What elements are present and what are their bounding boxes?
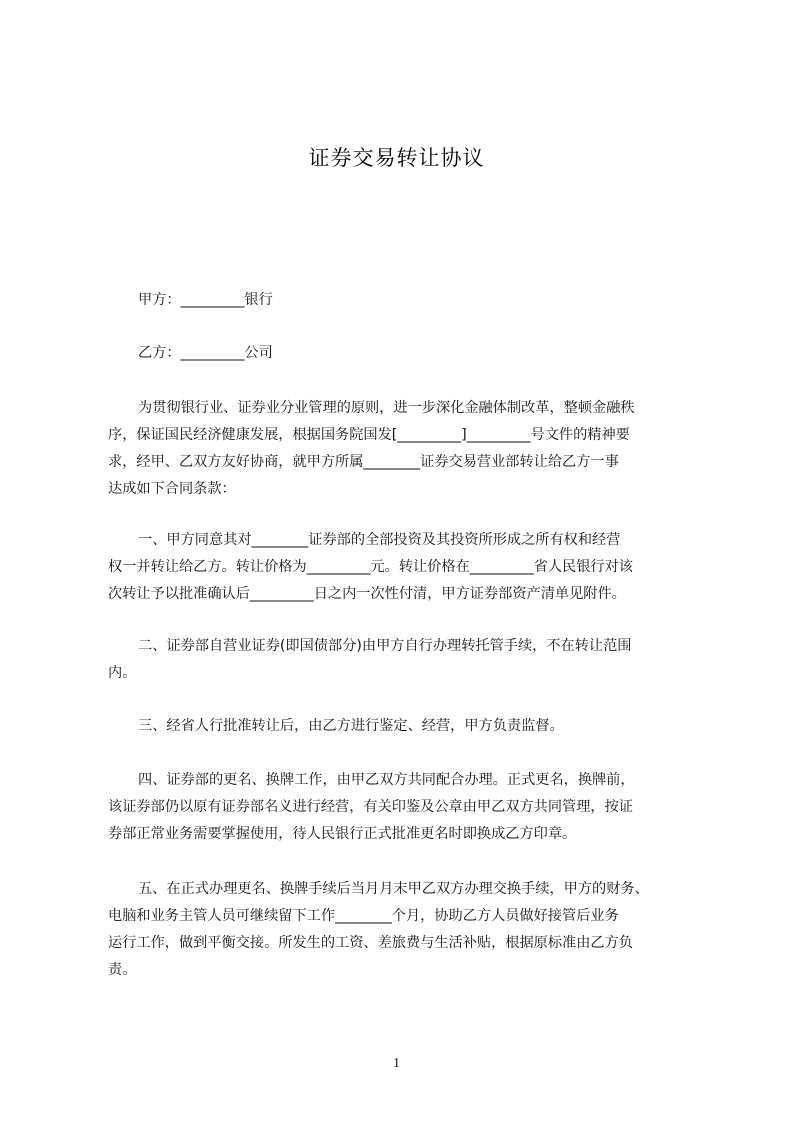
clause-2-line: 二、证券部自营业证券(即国债部分)由甲方自行办理转托管手续，不在转让范围 <box>138 638 632 654</box>
clause-1-line: 一、甲方同意其对________证券部的全部投资及其投资所形成之所有权和经营 <box>138 532 621 548</box>
clause-4-line: 券部正常业务需要掌握使用，待人民银行正式批准更名时即换成乙方印章。 <box>108 826 577 842</box>
clause-5-line: 运行工作，做到平衡交接。所发生的工资、差旅费与生活补贴，根据原标准由乙方负 <box>108 935 633 951</box>
clause-5-line: 五、在正式办理更名、换牌手续后当月月末甲乙双方办理交换手续，甲方的财务、 <box>138 881 649 897</box>
clause-5-line: 电脑和业务主管人员可继续留下工作________个月，协助乙方人员做好接管后业务 <box>108 908 619 924</box>
preamble-line: 求，经甲、乙双方友好协商，就甲方所属________证券交易营业部转让给乙方一事 <box>108 454 619 470</box>
clause-2-line: 内。 <box>108 665 137 681</box>
document-title: 证券交易转让协议 <box>308 146 485 170</box>
clause-4-line: 四、证券部的更名、换牌工作，由甲乙双方共同配合办理。正式更名，换牌前， <box>138 772 635 788</box>
clause-1-line: 次转让予以批准确认后_________日之内一次性付清，甲方证券部资产清单见附件。 <box>108 586 626 602</box>
party-b-line: 乙方：_________公司 <box>138 345 273 361</box>
clause-3-line: 三、经省人行批准转让后，由乙方进行鉴定、经营，甲方负责监督。 <box>138 718 564 734</box>
clause-1-line: 权一并转让给乙方。转让价格为_________元。转让价格在_________省人民银行对该 <box>108 559 633 575</box>
clause-5-line: 责。 <box>108 962 137 978</box>
page-number: 1 <box>393 1056 400 1071</box>
preamble-line: 达成如下合同条款： <box>108 481 236 497</box>
party-a-line: 甲方：_________银行 <box>138 292 273 308</box>
preamble-line: 序，保证国民经济健康发展，根据国务院国发[_________]_________号文件的精神要 <box>108 427 630 443</box>
clause-4-line: 该证券部仍以原有证券部名义进行经营，有关印鉴及公章由甲乙双方共同管理，按证 <box>108 799 633 815</box>
preamble-line: 为贯彻银行业、证券业分业管理的原则，进一步深化金融体制改革，整顿金融秩 <box>138 400 635 416</box>
